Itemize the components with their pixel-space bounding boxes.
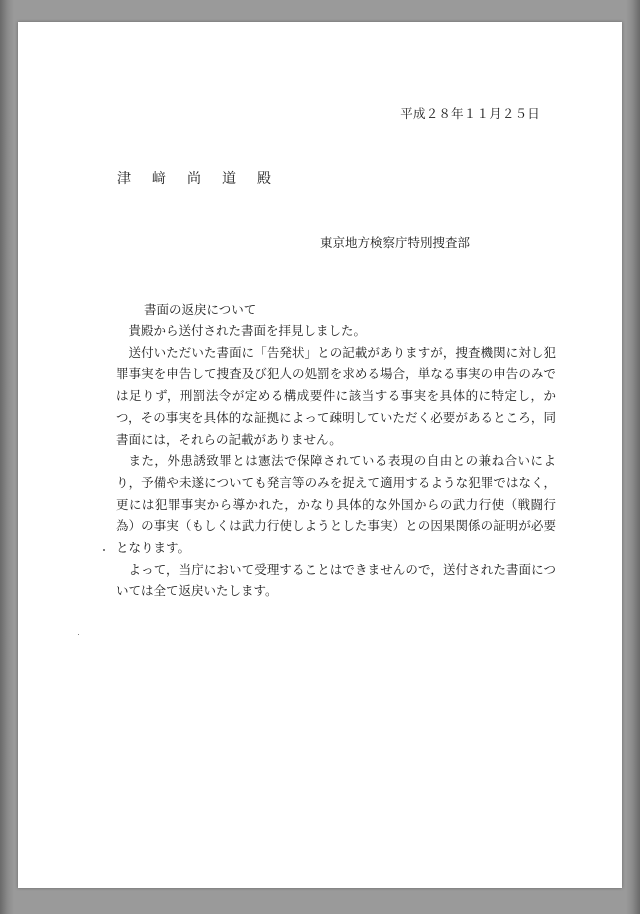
letter-body (116, 320, 556, 602)
scan-speck (103, 549, 105, 551)
addressee (117, 168, 292, 188)
addressee-char: 津 (117, 171, 131, 187)
body-paragraph: また，外患誘致罪とは憲法で保障されている表現の自由との兼ね合いにより，予備や未遂についても発言等のみを捉えて適用するような犯罪ではなく，更には犯罪事実から導かれた，かなり具体的な外国からの武力行使（戦闘行為）の事実（もしくは武力行使しようとした事実）との因果関係の証明が必要となります。 (116, 453, 556, 556)
addressee-char: 尚 (187, 171, 201, 187)
body-paragraph: 送付いただいた書面に「告発状」との記載がありますが，捜査機関に対し犯罪事実を申告して捜査及び犯人の処罰を求める場合，単なる事実の申告のみでは足りず，刑罰法令が定める構成要件に該当する事実を具体的に特定し，かつ，その事実を具体的な証拠によって疎明していただく必要があるところ，同書面には，それらの記載がありません。 (116, 344, 556, 447)
body-paragraph: よって，当庁において受理することはできませんので，送付された書面については全て返戻いたします。 (116, 561, 556, 599)
body-paragraph: 貴殿から送付された書面を拝見しました。 (128, 323, 367, 338)
addressee-char: 道 (222, 171, 236, 187)
addressee-honorific: 殿 (257, 171, 271, 187)
letter-page (18, 22, 622, 888)
sender-office: 東京地方検察庁特別捜査部 (320, 235, 471, 250)
addressee-char: 﨑 (152, 171, 166, 187)
letter-subject: 書面の返戻について (144, 302, 257, 317)
scan-speck (78, 634, 79, 635)
letter-date: 平成２８年１１月２５日 (400, 106, 540, 121)
